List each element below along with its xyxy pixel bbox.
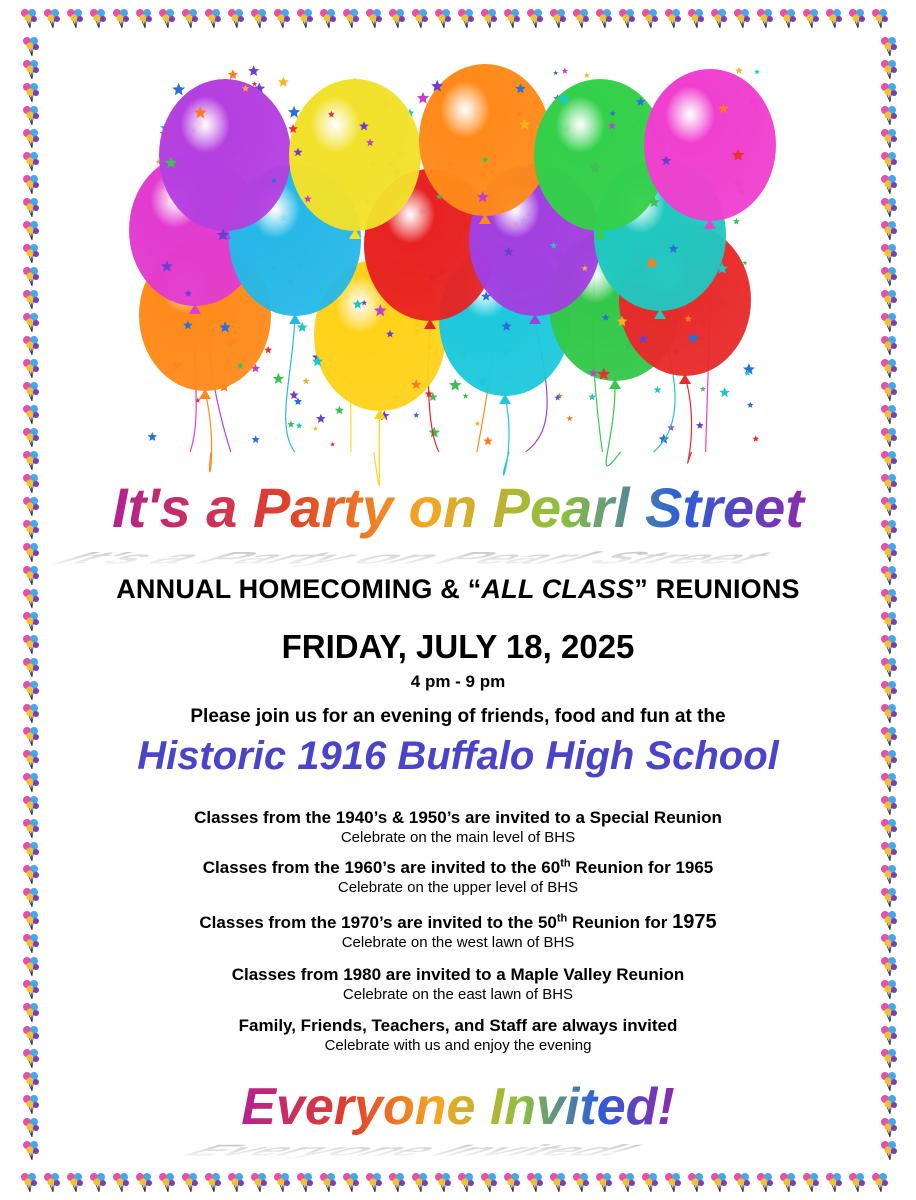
balloon-border-icon	[481, 1173, 497, 1192]
balloon-border-icon	[881, 129, 897, 148]
balloon-border-icon	[366, 1173, 382, 1192]
balloon-border-icon	[734, 9, 750, 28]
balloon-border-icon	[596, 1173, 612, 1192]
party-title-text: It's a Party on Pearl Street	[112, 476, 804, 539]
balloon-border-icon	[688, 1173, 704, 1192]
everyone-invited	[0, 1072, 916, 1160]
balloon-border-icon	[159, 1173, 175, 1192]
balloon-border-icon	[389, 1173, 405, 1192]
balloon-border-icon	[23, 382, 39, 401]
balloon-border-icon	[297, 9, 313, 28]
balloon-border-icon	[23, 198, 39, 217]
balloon-border-icon	[550, 1173, 566, 1192]
balloon-border-icon	[205, 1173, 221, 1192]
balloon-border-icon	[881, 221, 897, 240]
balloon-border-icon	[881, 451, 897, 470]
balloon-border-icon	[596, 9, 612, 28]
balloon-border-icon	[881, 198, 897, 217]
balloon-border-icon	[343, 9, 359, 28]
balloon-border-icon	[23, 359, 39, 378]
balloon-border-icon	[826, 9, 842, 28]
balloon-border-icon	[412, 1173, 428, 1192]
balloon-border-icon	[23, 37, 39, 56]
balloon-border-icon	[619, 9, 635, 28]
balloon-border-icon	[881, 313, 897, 332]
class-location: Celebrate on the upper level of BHS	[337, 879, 579, 896]
balloon-border-icon	[780, 1173, 796, 1192]
balloon-border-bottom	[0, 1164, 916, 1200]
balloon-border-icon	[274, 9, 290, 28]
balloon-border-icon	[136, 9, 152, 28]
balloon-border-icon	[23, 244, 39, 263]
balloon-border-icon	[320, 1173, 336, 1192]
balloon-border-icon	[619, 1173, 635, 1192]
balloon-border-icon	[182, 1173, 198, 1192]
balloon-border-icon	[366, 9, 382, 28]
balloon-border-icon	[23, 313, 39, 332]
class-item-family-friends	[0, 1016, 916, 1055]
event-time: 4 pm - 9 pm	[410, 672, 506, 691]
balloon-border-icon	[23, 175, 39, 194]
class-title: Family, Friends, Teachers, and Staff are always invited	[238, 1016, 678, 1035]
balloon-border-icon	[881, 336, 897, 355]
balloon-border-icon	[44, 1173, 60, 1192]
balloons-illustration	[130, 60, 790, 452]
balloon-border-icon	[881, 175, 897, 194]
balloon-border-icon	[23, 405, 39, 424]
class-item-1980	[0, 965, 916, 1004]
balloon-border-icon	[849, 1173, 865, 1192]
balloon-border-icon	[159, 9, 175, 28]
balloon-border-icon	[435, 1173, 451, 1192]
balloon-border-icon	[251, 9, 267, 28]
balloon-border-icon	[228, 1173, 244, 1192]
party-title	[0, 472, 916, 568]
balloon-border-icon	[23, 221, 39, 240]
balloon-border-icon	[881, 83, 897, 102]
balloon-border-icon	[67, 1173, 83, 1192]
balloon-border-icon	[573, 9, 589, 28]
balloon-border-icon	[251, 1173, 267, 1192]
balloon-border-icon	[343, 1173, 359, 1192]
class-item-1960s	[0, 858, 916, 897]
balloon-border-icon	[849, 9, 865, 28]
balloon-border-icon	[458, 9, 474, 28]
balloon-border-icon	[23, 451, 39, 470]
balloon-border-icon	[504, 9, 520, 28]
balloon-border-icon	[113, 1173, 129, 1192]
balloon-border-icon	[826, 1173, 842, 1192]
balloon-border-icon	[734, 1173, 750, 1192]
balloon-border-icon	[665, 9, 681, 28]
balloon-border-icon	[435, 9, 451, 28]
balloon-border-icon	[881, 152, 897, 171]
balloon-border-icon	[23, 428, 39, 447]
balloon-border-icon	[780, 9, 796, 28]
balloon-border-icon	[881, 359, 897, 378]
balloon-border-top	[0, 0, 916, 36]
balloon-border-icon	[23, 336, 39, 355]
balloon-border-icon	[23, 129, 39, 148]
reunion-heading: ANNUAL HOMECOMING & “ALL CLASS” REUNIONS	[116, 574, 800, 604]
balloon-border-icon	[297, 1173, 313, 1192]
balloon-border-icon	[481, 9, 497, 28]
balloon-border-icon	[881, 60, 897, 79]
class-title: Classes from the 1940’s & 1950’s are invited to a Special Reunion	[194, 808, 722, 827]
class-location: Celebrate with us and enjoy the evening	[324, 1037, 592, 1054]
balloon-border-icon	[274, 1173, 290, 1192]
balloon-border-icon	[527, 1173, 543, 1192]
class-item-1970s	[0, 912, 916, 952]
class-location: Celebrate on the west lawn of BHS	[341, 934, 575, 951]
class-title: Classes from 1980 are invited to a Maple Valley Reunion	[231, 965, 685, 984]
balloon-border-icon	[803, 1173, 819, 1192]
balloon-border-icon	[642, 1173, 658, 1192]
balloon-border-icon	[228, 9, 244, 28]
balloon-border-icon	[527, 9, 543, 28]
balloon-border-icon	[881, 428, 897, 447]
balloon-border-icon	[23, 267, 39, 286]
balloon-border-icon	[90, 1173, 106, 1192]
balloon-border-icon	[67, 9, 83, 28]
balloon-border-icon	[90, 9, 106, 28]
balloon-border-icon	[21, 1173, 37, 1192]
balloon-border-icon	[23, 152, 39, 171]
school-name: Historic 1916 Buffalo High School	[137, 734, 779, 778]
balloon-border-icon	[642, 9, 658, 28]
balloon-border-icon	[757, 1173, 773, 1192]
balloon-border-icon	[113, 9, 129, 28]
class-location: Celebrate on the east lawn of BHS	[342, 986, 574, 1003]
balloon-border-icon	[412, 9, 428, 28]
balloon-border-icon	[665, 1173, 681, 1192]
balloon-border-icon	[881, 267, 897, 286]
balloon-border-icon	[881, 405, 897, 424]
balloon-border-icon	[881, 382, 897, 401]
balloon-border-icon	[205, 9, 221, 28]
balloon-border-icon	[881, 106, 897, 125]
class-item-1940s-1950s	[0, 808, 916, 847]
balloon-border-icon	[711, 1173, 727, 1192]
balloon-border-icon	[21, 9, 37, 28]
balloon-border-icon	[389, 9, 405, 28]
balloon-border-icon	[881, 290, 897, 309]
everyone-invited-text: Everyone Invited!	[241, 1078, 675, 1136]
balloon-border-icon	[23, 83, 39, 102]
balloon-border-icon	[803, 9, 819, 28]
balloon-border-icon	[881, 37, 897, 56]
invite-text: Please join us for an evening of friends, food and fun at the	[190, 706, 726, 727]
balloon-border-icon	[504, 1173, 520, 1192]
balloon-border-icon	[458, 1173, 474, 1192]
balloon-border-icon	[44, 9, 60, 28]
event-date: FRIDAY, JULY 18, 2025	[281, 628, 635, 665]
balloon-border-icon	[320, 9, 336, 28]
balloon-border-icon	[872, 9, 888, 28]
balloon-border-icon	[573, 1173, 589, 1192]
balloon-border-icon	[688, 9, 704, 28]
class-title: Classes from the 1960’s are invited to the 60th Reunion for 1965	[202, 857, 714, 877]
balloon-border-icon	[550, 9, 566, 28]
everyone-invited-shadow: Everyone Invited!	[171, 1141, 654, 1160]
balloon-border-icon	[757, 9, 773, 28]
party-title-shadow: It's a Party on Pearl Street	[41, 548, 785, 568]
balloon-border-icon	[881, 244, 897, 263]
balloon-border-icon	[872, 1173, 888, 1192]
balloon-border-icon	[711, 9, 727, 28]
class-title: Classes from the 1970’s are invited to the 50th Reunion for 1975	[199, 911, 717, 933]
class-location: Celebrate on the main level of BHS	[340, 829, 576, 846]
balloon-border-icon	[136, 1173, 152, 1192]
balloon-border-icon	[23, 60, 39, 79]
balloon-border-icon	[23, 290, 39, 309]
balloon-border-icon	[182, 9, 198, 28]
balloon-border-icon	[23, 106, 39, 125]
